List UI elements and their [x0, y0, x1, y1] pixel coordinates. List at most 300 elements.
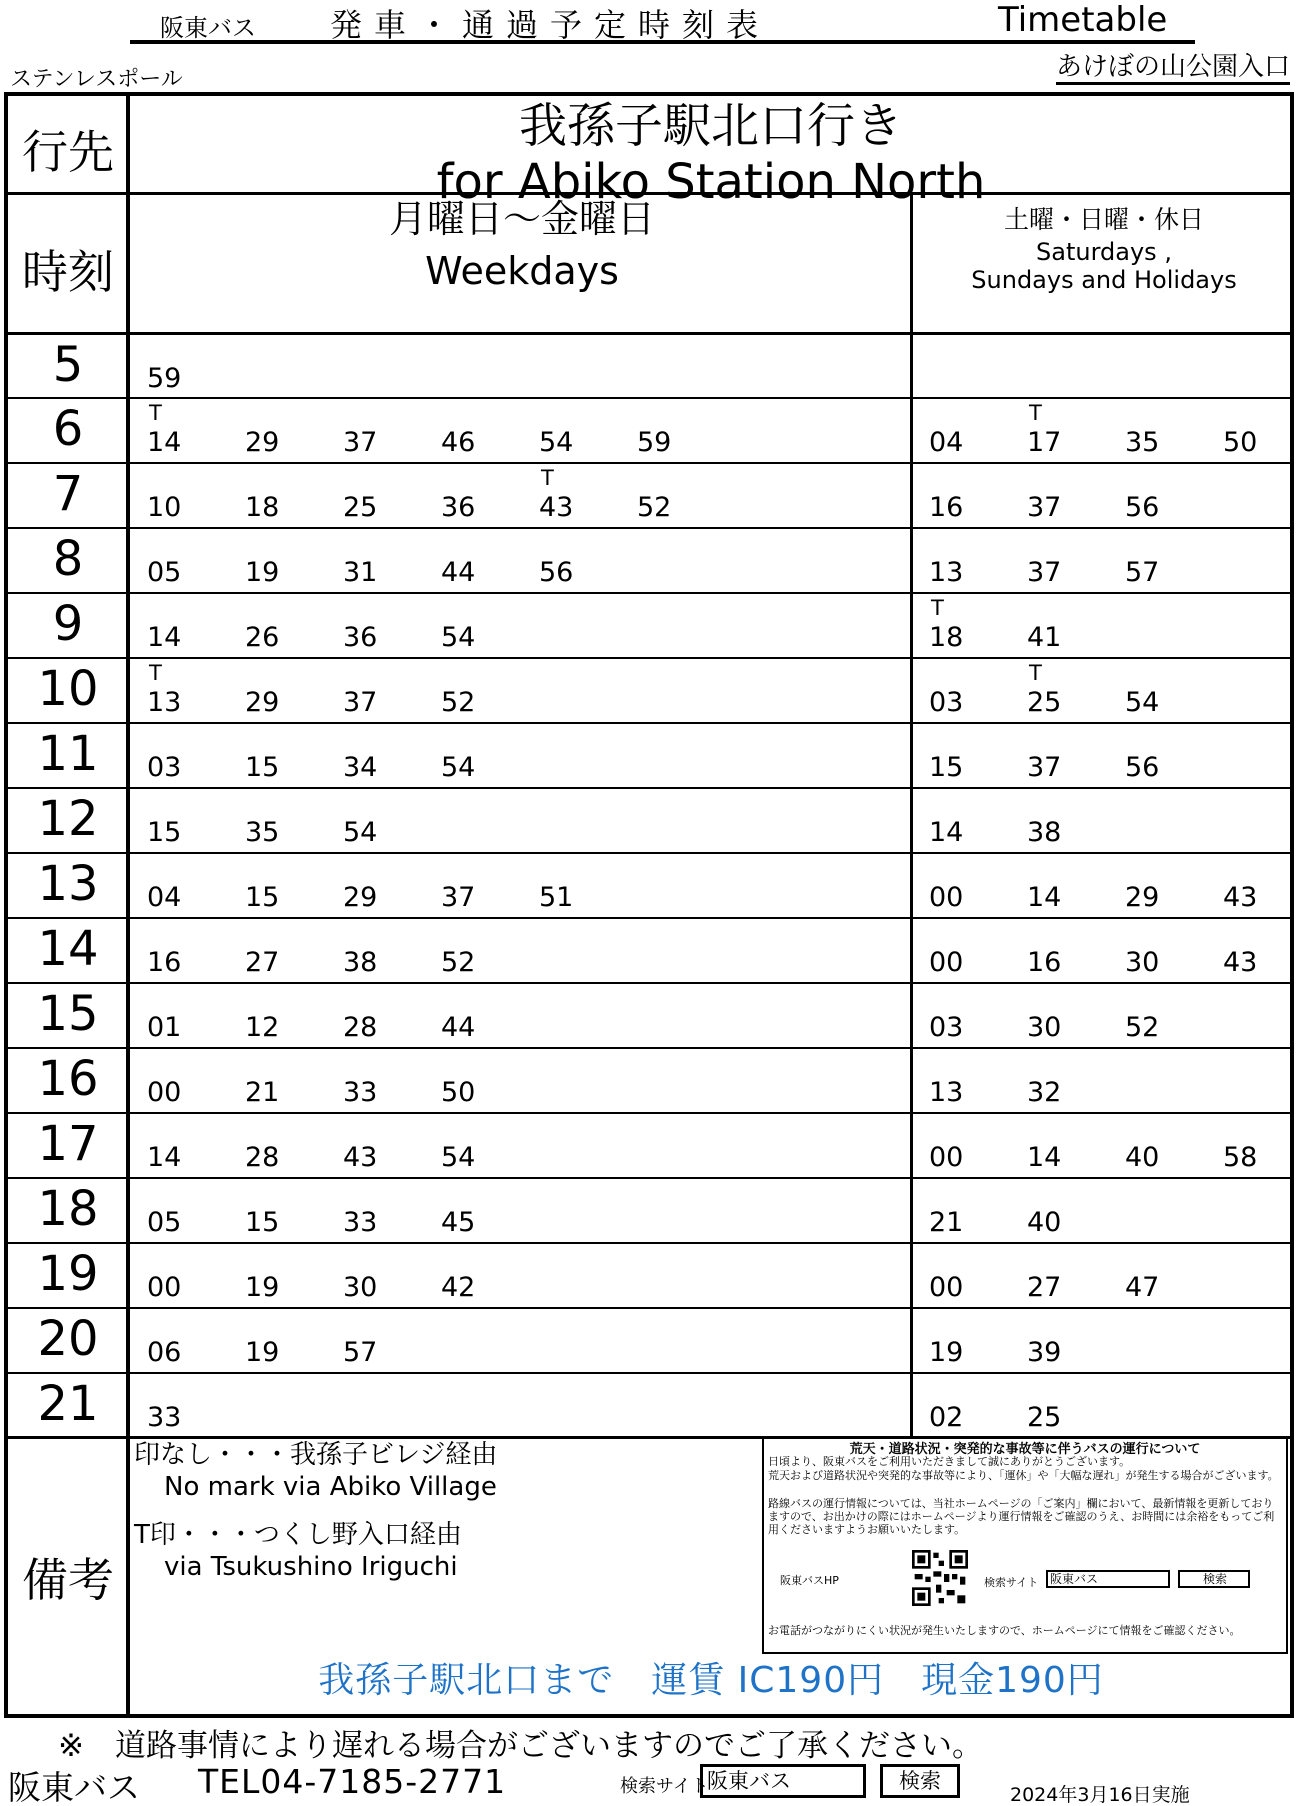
departure: [132, 984, 222, 1047]
info-para-3: 路線バスの運行情報については、当社ホームページの「ご案内」欄において、最新情報を更新しておりますので、お出かけの際にはホームページより運行情報をご確認のうえ、お時間には余裕をもってご利用くださいますようお願いいたします。: [768, 1497, 1275, 1536]
departure: [328, 724, 418, 787]
weekend-cell: [914, 1374, 1294, 1437]
departure: [1110, 984, 1200, 1047]
departure-minute: 58: [1223, 1142, 1258, 1173]
departure-minute: 33: [343, 1077, 378, 1108]
departure-minute: 59: [637, 427, 672, 458]
departure: [1012, 789, 1102, 852]
departure-minute: 15: [929, 752, 964, 783]
departure-minute: 14: [147, 427, 182, 458]
departure: [426, 1114, 516, 1177]
departure: [1208, 854, 1298, 917]
departure: [230, 1309, 320, 1372]
footer-search-box[interactable]: 阪東バス: [700, 1764, 866, 1798]
departure: [426, 984, 516, 1047]
note-no-mark-jp: 印なし・・・我孫子ビレジ経由: [134, 1440, 498, 1470]
route-mark: T: [1029, 661, 1042, 685]
departure-minute: 03: [147, 752, 182, 783]
weekend-cell: [914, 789, 1294, 852]
departure-minute: 28: [343, 1012, 378, 1043]
departure-minute: 37: [441, 882, 476, 913]
departure-minute: 56: [1125, 492, 1160, 523]
hour-label: 7: [52, 466, 84, 522]
departure: [426, 1244, 516, 1307]
weekday-cell: [132, 724, 912, 787]
departure-minute: 37: [343, 687, 378, 718]
departure: [914, 984, 1004, 1047]
departure-minute: 29: [343, 882, 378, 913]
departure-minute: 54: [1125, 687, 1160, 718]
departure: [914, 789, 1004, 852]
departure-minute: 56: [539, 557, 574, 588]
departure-minute: 19: [245, 557, 280, 588]
departure: [328, 854, 418, 917]
departure: [132, 1374, 222, 1437]
departure: [328, 464, 418, 527]
departure: [230, 399, 320, 462]
departure: [132, 724, 222, 787]
departure: [1110, 529, 1200, 592]
service-info-box: [762, 1436, 1288, 1654]
weekday-cell: [132, 789, 912, 852]
departure: [1110, 919, 1200, 982]
weekend-cell: [914, 335, 1294, 398]
departure-minute: 00: [147, 1272, 182, 1303]
departure: [1012, 984, 1102, 1047]
weekday-cell: [132, 529, 912, 592]
departure-minute: 16: [147, 947, 182, 978]
footer-search-label: 検索サイト: [620, 1776, 709, 1797]
hour-row: [8, 1372, 1290, 1437]
departure-minute: 44: [441, 1012, 476, 1043]
departure: [1110, 854, 1200, 917]
departure-minute: 37: [1027, 752, 1062, 783]
route-mark: T: [149, 401, 162, 425]
departure-minute: 15: [245, 1207, 280, 1238]
hour-row: [8, 462, 1290, 527]
weekend-cell: [914, 659, 1294, 722]
departure: [426, 854, 516, 917]
departure-minute: 39: [1027, 1337, 1062, 1368]
departure-minute: 30: [1027, 1012, 1062, 1043]
weekend-cell: [914, 399, 1294, 462]
pole-type: ステンレスポール: [10, 67, 183, 92]
hour-row: [8, 1307, 1290, 1372]
hour-label: 11: [37, 726, 99, 782]
departure: [1208, 1114, 1298, 1177]
schedule-rows: [8, 332, 1290, 1437]
header-title: 発車・通過予定時刻表: [330, 6, 771, 44]
departure-minute: 25: [1027, 687, 1062, 718]
hour-label: 14: [37, 921, 99, 977]
departure-minute: 16: [929, 492, 964, 523]
fare-info: 我孫子駅北口まで 運賃 IC190円 現金190円: [318, 1660, 1104, 1701]
hour-label: 20: [37, 1311, 99, 1367]
departure-minute: 27: [245, 947, 280, 978]
departure: [328, 594, 418, 657]
departure-minute: 51: [539, 882, 574, 913]
departure-minute: 19: [245, 1272, 280, 1303]
hour-row: [8, 1112, 1290, 1177]
departure: [914, 1244, 1004, 1307]
departure: [914, 724, 1004, 787]
departure-minute: 16: [1027, 947, 1062, 978]
departure-minute: 18: [929, 622, 964, 653]
departure-minute: 00: [929, 1142, 964, 1173]
departure: [230, 984, 320, 1047]
departure: [1110, 724, 1200, 787]
destination-label: 行先: [22, 125, 114, 179]
hour-label: 15: [37, 986, 99, 1042]
hour-row: [8, 1047, 1290, 1112]
weekend-cell: [914, 984, 1294, 1047]
departure-minute: 00: [147, 1077, 182, 1108]
weekday-cell: [132, 399, 912, 462]
departure: [132, 789, 222, 852]
departure-minute: 33: [147, 1402, 182, 1433]
departure: [132, 464, 222, 527]
weekend-cell: [914, 854, 1294, 917]
departure: [426, 594, 516, 657]
weekday-header-jp: 月曜日〜金曜日: [388, 197, 655, 241]
departure: [1110, 1244, 1200, 1307]
weekend-cell: [914, 594, 1294, 657]
departure-minute: 29: [245, 427, 280, 458]
departure: [328, 1049, 418, 1112]
departure: [426, 919, 516, 982]
departure: [1012, 594, 1102, 657]
departure-minute: 32: [1027, 1077, 1062, 1108]
hour-label: 10: [37, 661, 99, 717]
hour-label: 6: [52, 401, 84, 457]
weekend-cell: [914, 724, 1294, 787]
departure-minute: 27: [1027, 1272, 1062, 1303]
departure-minute: 34: [343, 752, 378, 783]
timetable-header: [130, 0, 1195, 44]
weekend-cell: [914, 1244, 1294, 1307]
departure: [1012, 1309, 1102, 1372]
hour-label: 19: [37, 1246, 99, 1302]
route-mark: T: [931, 596, 944, 620]
departure-minute: 15: [245, 882, 280, 913]
departure-minute: 01: [147, 1012, 182, 1043]
departure-minute: 43: [343, 1142, 378, 1173]
departure: [1012, 1374, 1102, 1437]
departure: [230, 919, 320, 982]
departure: [132, 1179, 222, 1242]
departure: [426, 529, 516, 592]
weekend-header-jp: 土曜・日曜・休日: [1003, 205, 1204, 234]
departure-minute: 38: [343, 947, 378, 978]
departure: [426, 399, 516, 462]
departure: [914, 1049, 1004, 1112]
header-title-en: Timetable: [998, 0, 1168, 40]
departure-minute: 57: [1125, 557, 1160, 588]
departure: [1110, 659, 1200, 722]
note-no-mark-en: No mark via Abiko Village: [164, 1472, 497, 1502]
hour-label: 8: [52, 531, 84, 587]
weekend-cell: [914, 1114, 1294, 1177]
departure: [426, 1049, 516, 1112]
weekday-cell: [132, 1309, 912, 1372]
departure-minute: 06: [147, 1337, 182, 1368]
departure-minute: 00: [929, 1272, 964, 1303]
departure-minute: 38: [1027, 817, 1062, 848]
departure-minute: 28: [245, 1142, 280, 1173]
departure: [1012, 659, 1102, 722]
departure-minute: 50: [1223, 427, 1258, 458]
departure-minute: 44: [441, 557, 476, 588]
weekday-cell: [132, 1244, 912, 1307]
departure: [914, 659, 1004, 722]
departure-minute: 33: [343, 1207, 378, 1238]
departure-minute: 15: [147, 817, 182, 848]
weekend-cell: [914, 1309, 1294, 1372]
weekend-cell: [914, 919, 1294, 982]
hour-row: [8, 1177, 1290, 1242]
weekend-cell: [914, 1179, 1294, 1242]
departure: [1012, 1114, 1102, 1177]
weekend-header-en: [914, 238, 1294, 294]
departure: [426, 464, 516, 527]
departure: [914, 1179, 1004, 1242]
weekend-cell: [914, 1049, 1294, 1112]
departure-minute: 26: [245, 622, 280, 653]
departure: [328, 659, 418, 722]
departure-minute: 13: [929, 557, 964, 588]
timetable-frame: [4, 92, 1294, 1718]
departure: [914, 399, 1004, 462]
departure: [524, 529, 614, 592]
departure-minute: 43: [1223, 947, 1258, 978]
weekday-cell: [132, 594, 912, 657]
hour-row: [8, 332, 1290, 397]
hour-row: [8, 1242, 1290, 1307]
departure-minute: 10: [147, 492, 182, 523]
departure-minute: 47: [1125, 1272, 1160, 1303]
departure: [1012, 1179, 1102, 1242]
weekend-cell: [914, 529, 1294, 592]
departure-minute: 46: [441, 427, 476, 458]
departure: [230, 594, 320, 657]
departure-minute: 15: [245, 752, 280, 783]
departure: [328, 789, 418, 852]
weekday-cell: [132, 919, 912, 982]
departure-minute: 00: [929, 882, 964, 913]
departure: [230, 659, 320, 722]
info-para-1: 日頃より、阪東バスをご利用いただきまして誠にありがとうございます。: [768, 1455, 1131, 1468]
departure-minute: 14: [147, 1142, 182, 1173]
route-mark: T: [1029, 401, 1042, 425]
departure-minute: 02: [929, 1402, 964, 1433]
hour-label: 13: [37, 856, 99, 912]
departure-minute: 13: [929, 1077, 964, 1108]
departure-minute: 36: [441, 492, 476, 523]
weekday-cell: [132, 1179, 912, 1242]
weekday-cell: [132, 1374, 912, 1437]
hour-row: [8, 527, 1290, 592]
departure-minute: 52: [441, 947, 476, 978]
note-t-mark-en: via Tsukushino Iriguchi: [164, 1552, 458, 1582]
hour-label: 17: [37, 1116, 99, 1172]
departure: [230, 464, 320, 527]
departure: [914, 854, 1004, 917]
departure-minute: 17: [1027, 427, 1062, 458]
departure: [426, 724, 516, 787]
departure: [328, 1114, 418, 1177]
departure-minute: 52: [441, 687, 476, 718]
weekend-header-en-line2: Sundays and Holidays: [971, 266, 1237, 294]
info-title: 荒天・道路状況・突発的な事故等に伴うバスの運行について: [849, 1442, 1201, 1457]
departure: [426, 1179, 516, 1242]
departure: [230, 789, 320, 852]
departure: [524, 854, 614, 917]
departure: [132, 399, 222, 462]
weekday-header-en: Weekdays: [425, 249, 619, 293]
info-search-label: 検索サイト: [984, 1576, 1039, 1589]
departure-minute: 56: [1125, 752, 1160, 783]
weekday-cell: [132, 1049, 912, 1112]
weekday-cell: [132, 464, 912, 527]
departure: [230, 1049, 320, 1112]
departure: [230, 724, 320, 787]
departure: [622, 464, 712, 527]
departure: [1012, 399, 1102, 462]
departure: [328, 1309, 418, 1372]
footer-company: 阪東バス: [8, 1768, 140, 1806]
time-label: 時刻: [22, 245, 114, 299]
info-para-2: 荒天および道路状況や突発的な事故等により、「運休」や「大幅な遅れ」が発生する場合がございます。: [768, 1469, 1279, 1482]
hour-row: [8, 722, 1290, 787]
departure-minute: 36: [343, 622, 378, 653]
departure: [914, 1114, 1004, 1177]
weekday-cell: [132, 1114, 912, 1177]
departure-minute: 21: [929, 1207, 964, 1238]
route-mark: T: [541, 466, 554, 490]
info-search-box[interactable]: 阪東バス: [1046, 1570, 1170, 1588]
departure: [1012, 724, 1102, 787]
stop-name: あけぼの山公園入口: [1056, 52, 1290, 85]
departure-minute: 41: [1027, 622, 1062, 653]
departure-minute: 52: [1125, 1012, 1160, 1043]
departure-minute: 19: [929, 1337, 964, 1368]
departure: [914, 529, 1004, 592]
weekend-cell: [914, 464, 1294, 527]
departure: [1012, 1244, 1102, 1307]
departure-minute: 04: [147, 882, 182, 913]
departure-minute: 43: [1223, 882, 1258, 913]
departure: [1012, 854, 1102, 917]
departure-minute: 31: [343, 557, 378, 588]
departure: [328, 919, 418, 982]
departure-minute: 50: [441, 1077, 476, 1108]
departure: [914, 1374, 1004, 1437]
departure-minute: 37: [1027, 557, 1062, 588]
departure: [132, 659, 222, 722]
departure: [914, 919, 1004, 982]
departure-minute: 54: [441, 1142, 476, 1173]
departure-minute: 21: [245, 1077, 280, 1108]
route-mark: T: [149, 661, 162, 685]
departure: [426, 659, 516, 722]
departure: [132, 335, 222, 398]
info-search-button[interactable]: 検索: [1178, 1570, 1250, 1588]
hour-row: [8, 982, 1290, 1047]
departure-minute: 14: [147, 622, 182, 653]
departure-minute: 54: [441, 752, 476, 783]
departure: [328, 1244, 418, 1307]
hour-row: [8, 397, 1290, 462]
hour-row: [8, 592, 1290, 657]
footer-phone[interactable]: TEL04-7185-2771: [198, 1762, 507, 1801]
departure: [328, 1179, 418, 1242]
departure: [1012, 529, 1102, 592]
footer-search-button[interactable]: 検索: [880, 1764, 960, 1798]
weekend-header-en-line1: Saturdays ,: [1036, 238, 1172, 266]
hour-row: [8, 917, 1290, 982]
hour-label: 21: [37, 1376, 99, 1432]
weekday-cell: [132, 335, 912, 398]
departure-minute: 14: [929, 817, 964, 848]
info-hp-label: 阪東バスHP: [780, 1574, 839, 1587]
departure: [230, 1244, 320, 1307]
departure: [230, 1179, 320, 1242]
departure-minute: 43: [539, 492, 574, 523]
departure: [132, 594, 222, 657]
departure-minute: 54: [539, 427, 574, 458]
departure-minute: 19: [245, 1337, 280, 1368]
qr-code-icon[interactable]: [912, 1550, 968, 1606]
departure: [132, 1114, 222, 1177]
note-t-mark-jp: T印・・・つくし野入口経由: [134, 1520, 462, 1550]
departure: [230, 529, 320, 592]
hour-label: 16: [37, 1051, 99, 1107]
departure: [132, 1309, 222, 1372]
departure-minute: 37: [1027, 492, 1062, 523]
weekday-cell: [132, 984, 912, 1047]
departure-minute: 12: [245, 1012, 280, 1043]
hour-row: [8, 657, 1290, 722]
departure-minute: 25: [1027, 1402, 1062, 1433]
departure-minute: 42: [441, 1272, 476, 1303]
departure: [132, 1244, 222, 1307]
departure-minute: 37: [343, 427, 378, 458]
departure: [132, 1049, 222, 1112]
departure-minute: 13: [147, 687, 182, 718]
departure: [1110, 399, 1200, 462]
departure-minute: 54: [343, 817, 378, 848]
departure: [914, 594, 1004, 657]
departure: [230, 854, 320, 917]
departure-minute: 14: [1027, 882, 1062, 913]
departure: [132, 919, 222, 982]
departure-minute: 14: [1027, 1142, 1062, 1173]
hour-label: 12: [37, 791, 99, 847]
hour-row: [8, 852, 1290, 917]
weekday-cell: [132, 854, 912, 917]
hour-row: [8, 787, 1290, 852]
departure-minute: 45: [441, 1207, 476, 1238]
effective-date: 2024年3月16日実施: [1010, 1784, 1190, 1806]
departure: [524, 399, 614, 462]
departure-minute: 03: [929, 687, 964, 718]
destination-en: for Abiko Station North: [436, 154, 986, 210]
delay-notice: ※ 道路事情により遅れる場合がございますのでご了承ください。: [58, 1728, 983, 1764]
departure-minute: 25: [343, 492, 378, 523]
departure-minute: 29: [1125, 882, 1160, 913]
departure-minute: 05: [147, 1207, 182, 1238]
departure-minute: 35: [1125, 427, 1160, 458]
